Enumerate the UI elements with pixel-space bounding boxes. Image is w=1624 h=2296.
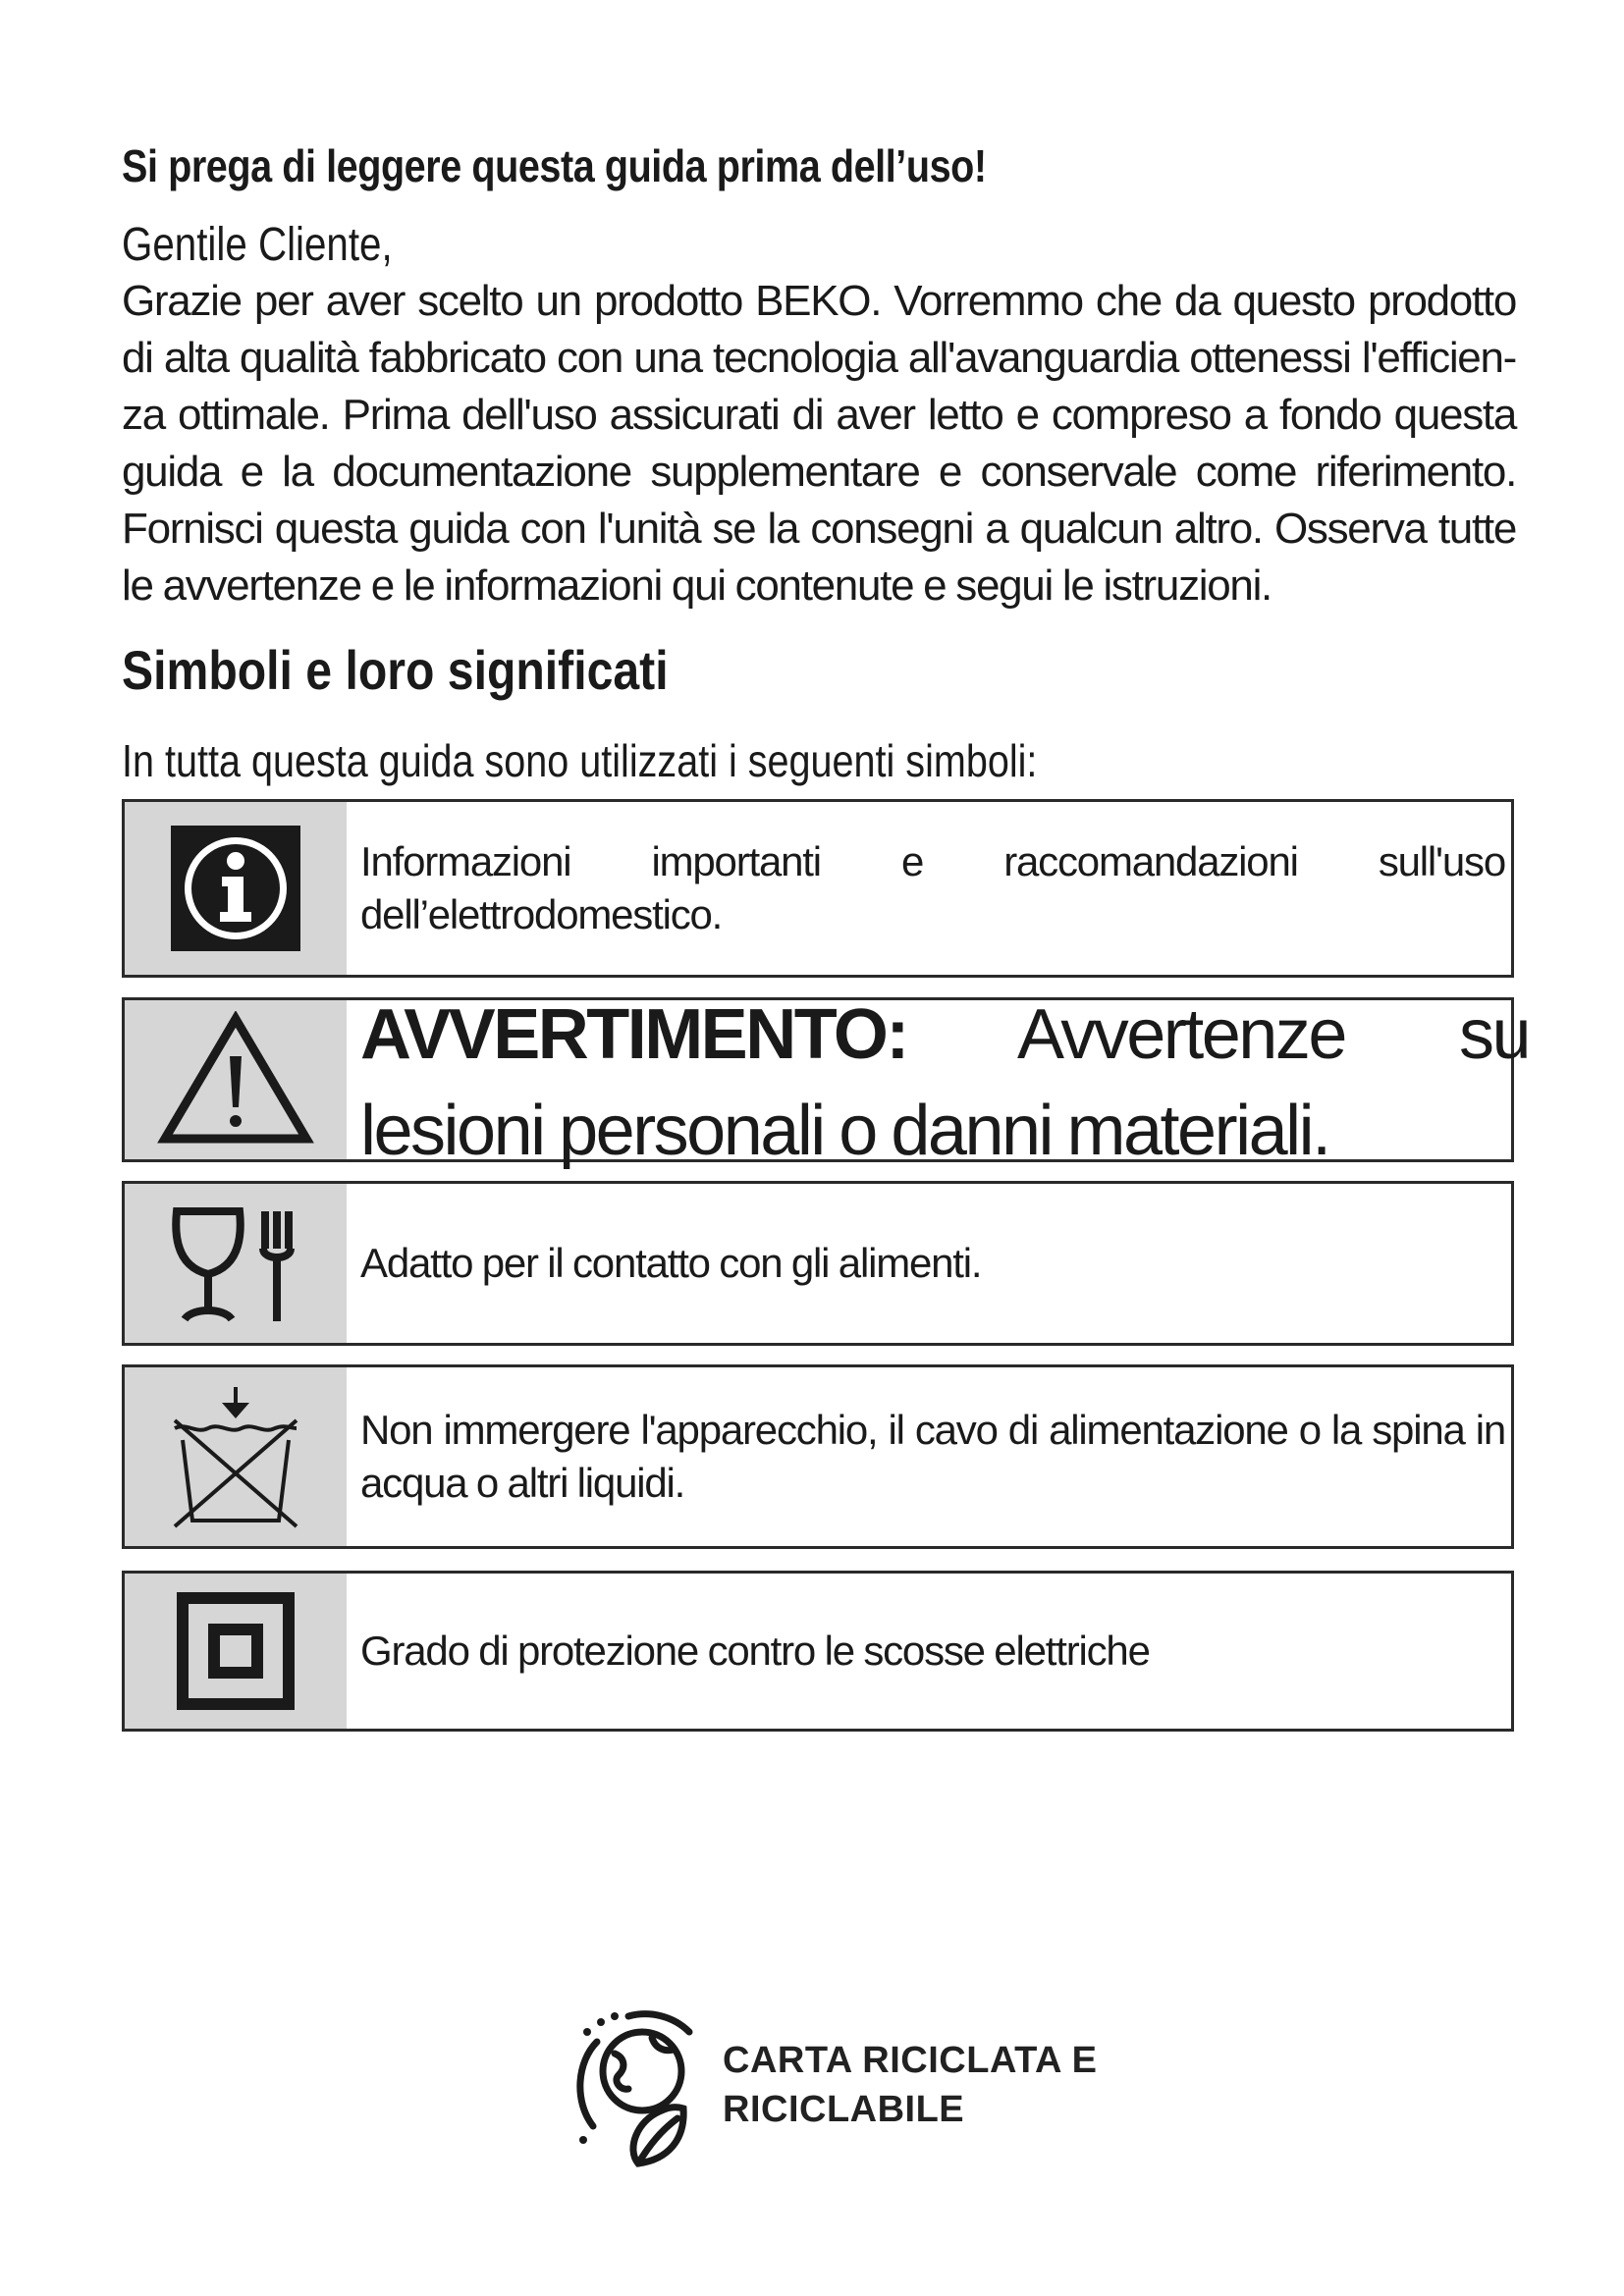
- icon-cell: [125, 1000, 347, 1159]
- double-insulation-icon: [177, 1592, 295, 1710]
- symbol-row-food-contact: [122, 1181, 1514, 1346]
- recycled-paper-line2: RICICLABILE: [723, 2089, 965, 2130]
- intro-heading: Si prega di leggere questa guida prima dell’uso!: [122, 140, 987, 191]
- recycled-paper-label: [723, 2036, 1097, 2134]
- warning-triangle-icon: [157, 1011, 314, 1148]
- warning-text: [360, 987, 1529, 1179]
- text-cell: [360, 802, 1505, 975]
- info-icon: [171, 826, 300, 951]
- food-contact-icon: [167, 1200, 304, 1327]
- icon-cell: [125, 1184, 347, 1343]
- section-intro: In tutta questa guida sono utilizzati i seguenti simboli:: [122, 735, 1038, 786]
- icon-cell: [125, 802, 347, 975]
- text-cell: [360, 1184, 1505, 1343]
- warning-description: Avvertenze su lesioni personali o danni materiali.: [360, 995, 1529, 1170]
- symbol-description: Informazioni importanti e raccomandazioni sull'uso dell’elettrodomestico.: [360, 838, 1505, 937]
- recycled-paper-line1: CARTA RICICLATA E: [723, 2040, 1098, 2081]
- section-heading: Simboli e loro significati: [122, 639, 669, 701]
- intro-paragraph: Grazie per aver scelto un prodotto BEKO. Vorremmo che da questo prodotto di alta qualità fabbricato con una tecnologia all'avanguardia ottenessi l'efficien- za ottimale. Prima dell'uso assicurati di aver letto e compreso a fondo questa guida e la documentazione supplementare e conservale come riferimento. Fornisci questa guida con l'unità se la consegni a qualcun altro. Osserva tutte le avvertenze e le informazioni qui contenute e segui le istruzioni.: [122, 277, 1516, 610]
- symbol-description: Adatto per il contatto con gli alimenti.: [360, 1240, 982, 1286]
- text-cell: [360, 1574, 1505, 1729]
- symbol-row-warning: [122, 995, 1529, 1170]
- icon-cell: [125, 1574, 347, 1729]
- symbol-row-info: [122, 799, 1514, 978]
- symbol-description: Non immergere l'apparecchio, il cavo di alimentazione o la spina in acqua o altri liquidi.: [360, 1407, 1505, 1506]
- greeting: Gentile Cliente,: [122, 219, 393, 271]
- symbol-row-no-immersion: [122, 1364, 1514, 1549]
- warning-label: AVVERTIMENTO:: [360, 995, 907, 1074]
- text-cell: [360, 1367, 1505, 1546]
- symbol-description: Grado di protezione contro le scosse elettriche: [360, 1628, 1150, 1674]
- no-immersion-icon: [167, 1383, 304, 1530]
- symbol-row-protection-class: [122, 1571, 1514, 1732]
- recycled-paper-icon: [568, 2002, 715, 2169]
- icon-cell: [125, 1367, 347, 1546]
- recycled-paper-badge: [568, 2002, 1117, 2179]
